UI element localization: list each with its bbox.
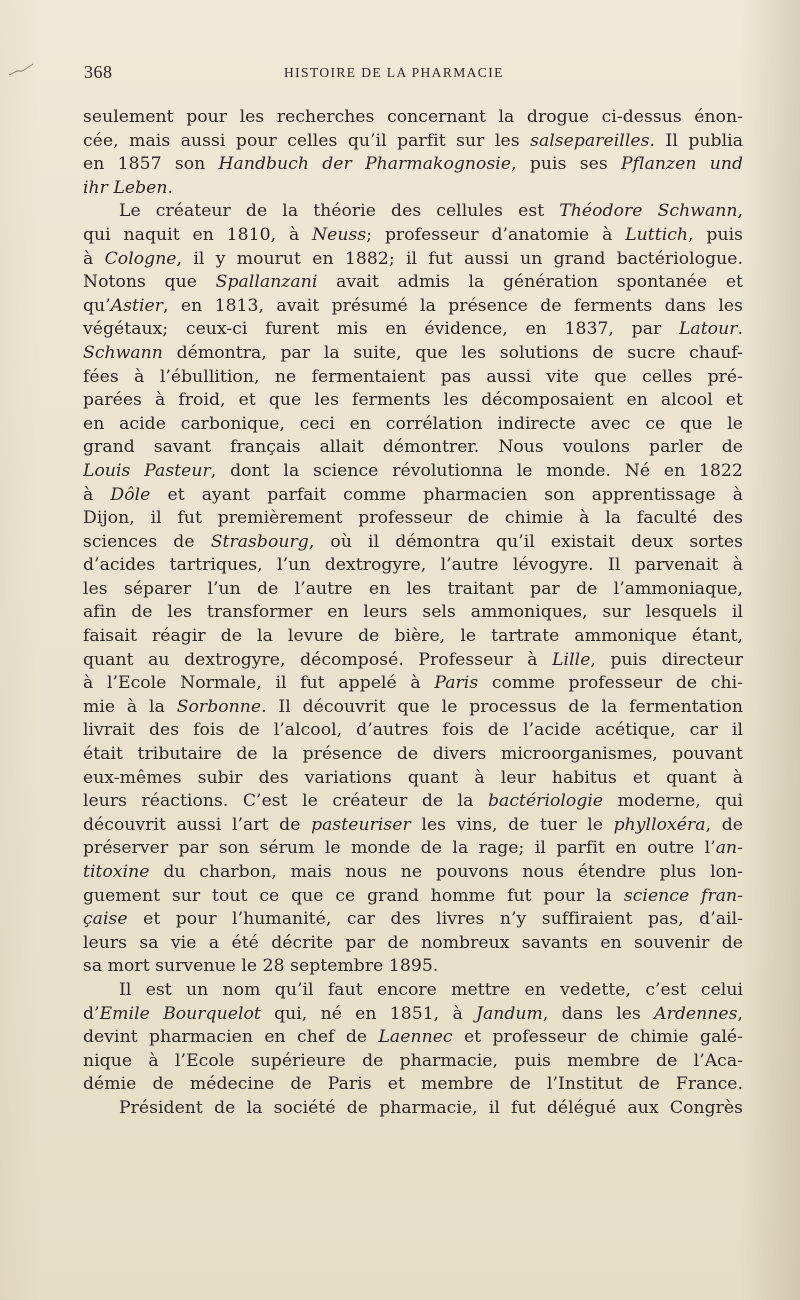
text-line: parées à froid, et que les ferments les décomposaient en alcool et bbox=[83, 390, 743, 411]
text-line: préserver par son sérum le monde de la rage; il parfit en outre l’an- bbox=[83, 838, 743, 859]
text-line: découvrit aussi l’art de pasteuriser les vins, de tuer le phylloxéra, de bbox=[83, 814, 743, 835]
text-line: Dijon, il fut premièrement professeur de chimie à la faculté des bbox=[83, 508, 743, 529]
page-number: 368 bbox=[84, 62, 113, 82]
text-line: Il est un nom qu’il faut encore mettre en vedette, c’est celui bbox=[119, 979, 743, 1000]
text-line: eux-mêmes subir des variations quant à leur habitus et quant à bbox=[83, 767, 743, 788]
text-line: afin de les transformer en leurs sels ammoniques, sur lesquels il bbox=[83, 602, 743, 623]
text-line: livrait des fois de l’alcool, d’autres fois de l’acide acétique, car il bbox=[83, 720, 743, 741]
running-head bbox=[84, 62, 734, 90]
text-line: qui naquit en 1810, à Neuss; professeur d’anatomie à Luttich, puis bbox=[83, 224, 743, 245]
text-line: en acide carbonique, ceci en corrélation indirecte avec ce que le bbox=[83, 413, 743, 434]
text-line: d’Emile Bourquelot qui, né en 1851, à Jandum, dans les Ardennes, bbox=[83, 1003, 743, 1024]
text-line: les séparer l’un de l’autre en les traitant par de l’ammoniaque, bbox=[83, 578, 743, 599]
text-line: végétaux; ceux-ci furent mis en évidence, en 1837, par Latour. bbox=[83, 319, 743, 340]
pencil-mark-icon bbox=[8, 62, 34, 78]
text-line: leurs réactions. C’est le créateur de la bactériologie moderne, qui bbox=[83, 791, 743, 812]
text-line: guement sur tout ce que ce grand homme fut pour la science fran- bbox=[83, 885, 744, 906]
text-line: Schwann démontra, par la suite, que les solutions de sucre chauf- bbox=[83, 342, 743, 363]
text-line: fées à l’ébullition, ne fermentaient pas aussi vite que celles pré- bbox=[83, 366, 743, 387]
text-line: nique à l’Ecole supérieure de pharmacie, puis membre de l’Aca- bbox=[83, 1050, 743, 1071]
text-line: seulement pour les recherches concernant la drogue ci-dessus énon- bbox=[83, 107, 743, 127]
text-line: devint pharmacien en chef de Laennec et professeur de chimie galé- bbox=[83, 1027, 743, 1048]
text-line: sa mort survenue le 28 septembre 1895. bbox=[83, 956, 439, 977]
text-line: Président de la société de pharmacie, il fut délégué aux Congrès bbox=[119, 1097, 743, 1118]
body-text bbox=[83, 106, 743, 1121]
text-line: était tributaire de la présence de divers microorganismes, pouvant bbox=[83, 744, 743, 765]
text-line: çaise et pour l’humanité, car des livres n’y suffiraient pas, d’ail- bbox=[83, 909, 743, 930]
text-line: à Dôle et ayant parfait comme pharmacien son apprentissage à bbox=[83, 484, 743, 505]
text-line: Louis Pasteur, dont la science révolutionna le monde. Né en 1822 bbox=[83, 460, 743, 481]
text-line: démie de médecine de Paris et membre de l’Institut de France. bbox=[83, 1074, 743, 1095]
text-line: Notons que Spallanzani avait admis la génération spontanée et bbox=[83, 272, 743, 293]
text-line: qu’Astier, en 1813, avait présumé la présence de ferments dans les bbox=[83, 295, 743, 316]
text-line: ihr Leben. bbox=[83, 177, 174, 198]
running-title: HISTOIRE DE LA PHARMACIE bbox=[284, 65, 504, 80]
text-line: grand savant français allait démontrer. Nous voulons parler de bbox=[83, 437, 743, 458]
text-line: à Cologne, il y mourut en 1882; il fut aussi un grand bactériologue. bbox=[83, 248, 743, 269]
text-line: d’acides tartriques, l’un dextrogyre, l’autre lévogyre. Il parvenait à bbox=[83, 555, 743, 576]
text-line: quant au dextrogyre, décomposé. Professeur à Lille, puis directeur bbox=[83, 649, 743, 670]
text-line: à l’Ecole Normale, il fut appelé à Paris comme professeur de chi- bbox=[83, 673, 744, 694]
text-line: mie à la Sorbonne. Il découvrit que le processus de la fermentation bbox=[83, 696, 743, 717]
text-line: faisait réagir de la levure de bière, le tartrate ammonique étant, bbox=[83, 626, 743, 647]
text-line: titoxine du charbon, mais nous ne pouvons nous étendre plus lon- bbox=[83, 862, 743, 882]
text-line: leurs sa vie a été décrite par de nombreux savants en souvenir de bbox=[83, 932, 743, 953]
text-line: en 1857 son Handbuch der Pharmakognosie, puis ses Pflanzen und bbox=[83, 154, 744, 175]
text-line: cée, mais aussi pour celles qu’il parfit sur les salsepareilles. Il publia bbox=[83, 130, 743, 151]
text-line: sciences de Strasbourg, où il démontra qu’il existait deux sortes bbox=[83, 531, 743, 552]
text-line: Le créateur de la théorie des cellules est Théodore Schwann, bbox=[119, 201, 744, 222]
